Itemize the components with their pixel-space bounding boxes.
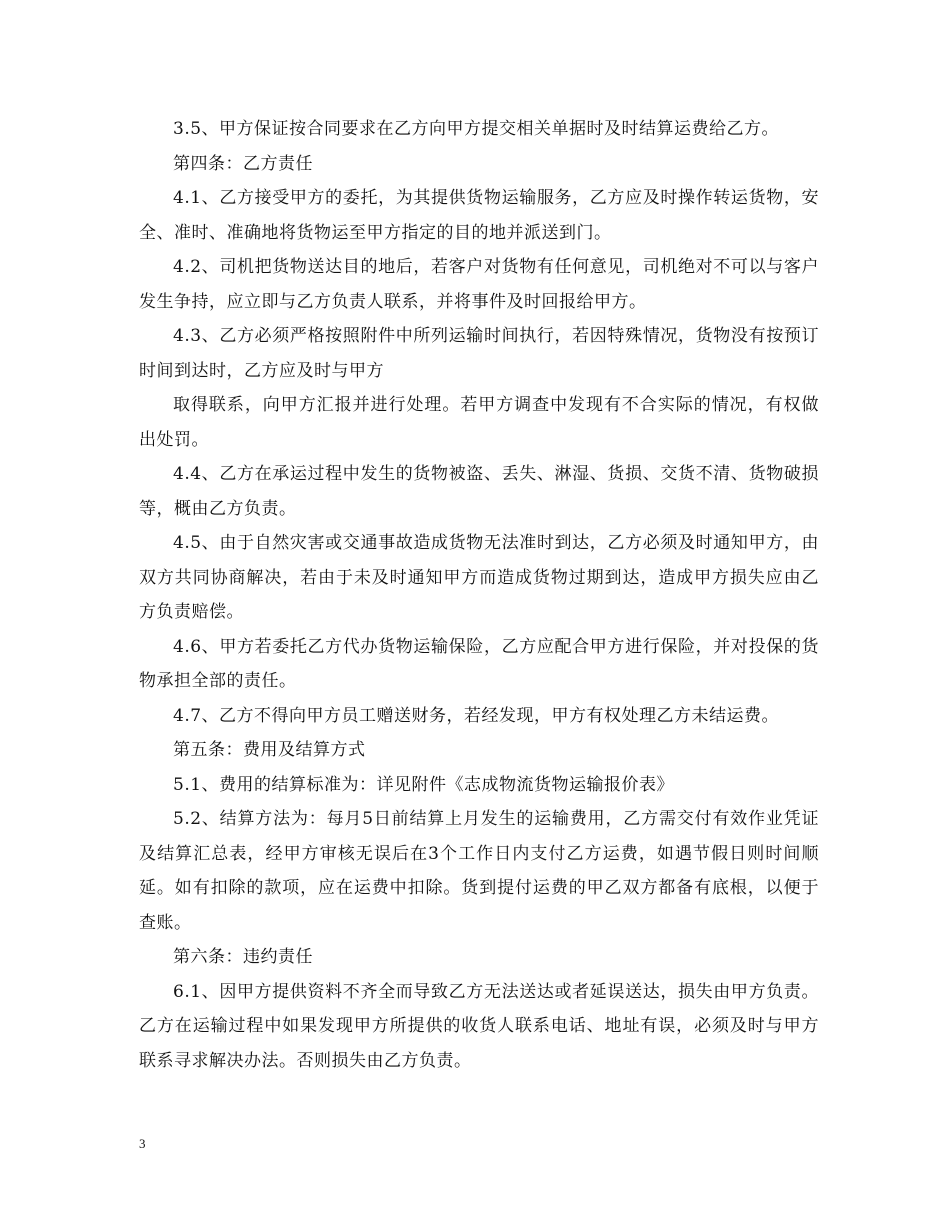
clause-4-4: 4.4、乙方在承运过程中发生的货物被盗、丢失、淋湿、货损、交货不清、货物破损等，概由乙方负责。 [139,464,819,519]
page-number: 3 [139,1136,146,1151]
clause-6-1: 6.1、因甲方提供资料不齐全而导致乙方无法送达或者延误送达，损失由甲方负责。乙方在运输过程中如果发现甲方所提供的收货人联系电话、地址有误，必须及时与甲方联系寻求解决办法。否则损失由乙方负责。 [139,981,819,1071]
clause-4-7: 4.7、乙方不得向甲方员工赠送财务，若经发现，甲方有权处理乙方未结运费。 [173,705,780,726]
section-heading-5: 第五条：费用及结算方式 [173,740,366,760]
clause-4-3-continued: 取得联系，向甲方汇报并进行处理。若甲方调查中发现有不合实际的情况，有权做出处罚。 [139,395,819,450]
clause-5-2: 5.2、结算方法为：每月5日前结算上月发生的运输费用，乙方需交付有效作业凭证及结算汇总表，经甲方审核无误后在3个工作日内支付乙方运费，如遇节假日则时间顺延。如有扣除的款项，应在运费中扣除。货到提付运费的甲乙双方都备有底根，以便于查账。 [139,809,819,933]
clause-4-2: 4.2、司机把货物送达目的地后，若客户对货物有任何意见，司机绝对不可以与客户发生争持，应立即与乙方负责人联系，并将事件及时回报给甲方。 [139,257,819,312]
clause-4-6: 4.6、甲方若委托乙方代办货物运输保险，乙方应配合甲方进行保险，并对投保的货物承担全部的责任。 [139,636,819,691]
clause-4-1: 4.1、乙方接受甲方的委托，为其提供货物运输服务，乙方应及时操作转运货物，安全、准时、准确地将货物运至甲方指定的目的地并派送到门。 [139,188,819,243]
clause-4-5: 4.5、由于自然灾害或交通事故造成货物无法准时到达，乙方必须及时通知甲方，由双方共同协商解决，若由于未及时通知甲方而造成货物过期到达，造成甲方损失应由乙方负责赔偿。 [139,533,819,622]
section-heading-6: 第六条：违约责任 [173,947,313,967]
clause-4-3: 4.3、乙方必须严格按照附件中所列运输时间执行，若因特殊情况，货物没有按预订时间到达时，乙方应及时与甲方 [139,326,819,381]
document-body [139,112,819,1078]
section-heading-4: 第四条：乙方责任 [173,153,313,174]
clause-3-5: 3.5、甲方保证按合同要求在乙方向甲方提交相关单据时及时结算运费给乙方。 [173,119,780,139]
clause-5-1: 5.1、费用的结算标准为：详见附件《志成物流货物运输报价表》 [173,774,675,795]
